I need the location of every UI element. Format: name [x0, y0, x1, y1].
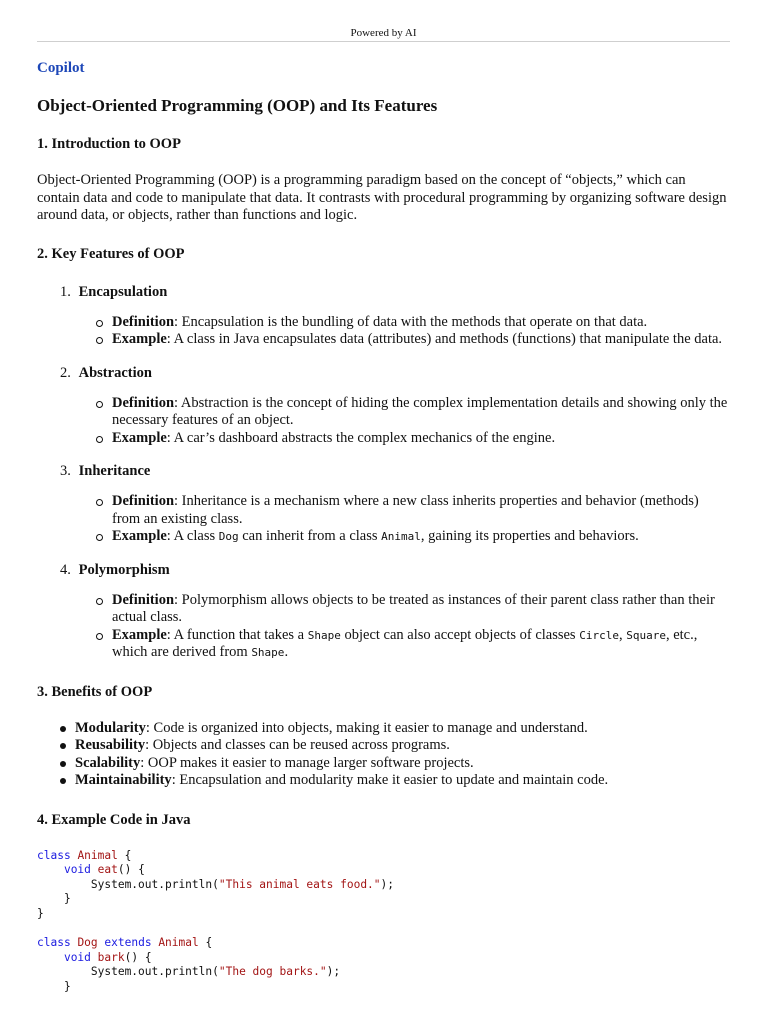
list-item: Definition: Polymorphism allows objects to be treated as instances of their parent class rather than their actual class.	[37, 592, 730, 627]
list-item: Scalability: OOP makes it easier to manage larger software projects.	[37, 755, 730, 773]
page-title: Object-Oriented Programming (OOP) and Its Features	[37, 96, 438, 115]
list-item: Example: A function that takes a Shape object can also accept objects of classes Circle, Square, etc., which are derived from Shape.	[37, 627, 730, 662]
disc-bullet-icon	[60, 726, 66, 732]
feature-number: 4.	[60, 561, 71, 578]
disc-bullet-icon	[60, 743, 66, 749]
code-heading: 4. Example Code in Java	[37, 811, 191, 828]
list-item: Reusability: Objects and classes can be reused across programs.	[37, 737, 730, 755]
feature-encapsulation	[37, 283, 730, 349]
powered-by-label: Powered by AI	[350, 27, 417, 39]
document-page	[37, 0, 730, 994]
list-item: Definition: Encapsulation is the bundling of data with the methods that operate on that data.	[37, 314, 730, 332]
feature-title	[60, 462, 730, 480]
brand-name: Copilot	[37, 60, 85, 76]
circle-bullet-icon	[96, 598, 103, 605]
circle-bullet-icon	[96, 633, 103, 640]
intro-heading: 1. Introduction to OOP	[37, 136, 181, 152]
list-item: Definition: Inheritance is a mechanism where a new class inherits properties and behavior (methods) from an existing class.	[37, 493, 730, 528]
circle-bullet-icon	[96, 534, 103, 541]
feature-name: Encapsulation	[78, 283, 168, 300]
feature-number: 3.	[60, 463, 71, 479]
feature-details	[37, 493, 730, 546]
inline-code: Square	[626, 628, 666, 642]
feature-name: Abstraction	[78, 364, 152, 381]
inline-code: Circle	[579, 628, 619, 642]
circle-bullet-icon	[96, 499, 103, 506]
list-item: Definition: Abstraction is the concept of hiding the complex implementation details and showing only the necessary features of an object.	[37, 395, 730, 430]
disc-bullet-icon	[60, 778, 66, 784]
feature-inheritance	[37, 462, 730, 546]
header-divider	[37, 41, 730, 42]
feature-title	[60, 364, 730, 382]
code-block: class Animal { void eat() { System.out.println("This animal eats food."); } } class Dog extends Animal { void bark() { System.out.println("The dog barks."); }	[37, 848, 395, 993]
list-item: Example: A class in Java encapsulates data (attributes) and methods (functions) that manipulate the data.	[37, 331, 730, 349]
feature-abstraction	[37, 364, 730, 448]
benefits-heading: 3. Benefits of OOP	[37, 683, 153, 700]
features-heading: 2. Key Features of OOP	[37, 245, 185, 262]
circle-bullet-icon	[96, 320, 103, 327]
feature-number: 1.	[60, 283, 71, 300]
disc-bullet-icon	[60, 761, 66, 767]
list-item: Modularity: Code is organized into objects, making it easier to manage and understand.	[37, 720, 730, 738]
feature-details	[37, 592, 730, 662]
intro-paragraph: Object-Oriented Programming (OOP) is a programming paradigm based on the concept of “objects,” which can contain data and code to manipulate that data. It contrasts with procedural programming by organizing software design around data, or objects, rather than functions and logic.	[37, 172, 727, 223]
list-item: Maintainability: Encapsulation and modularity make it easier to update and maintain code.	[37, 772, 730, 790]
feature-details	[37, 395, 730, 448]
inline-code: Animal	[381, 530, 421, 543]
feature-title	[60, 561, 730, 579]
circle-bullet-icon	[96, 337, 103, 344]
feature-details	[37, 314, 730, 349]
inline-code: Shape	[251, 646, 285, 659]
list-item: Example: A car’s dashboard abstracts the complex mechanics of the engine.	[37, 430, 730, 448]
feature-title	[60, 283, 730, 301]
feature-name: Polymorphism	[78, 561, 170, 578]
feature-number: 2.	[60, 364, 71, 381]
inline-code: Dog	[218, 530, 239, 543]
benefits-list	[37, 720, 730, 790]
list-item: Example: A class Dog can inherit from a class Animal, gaining its properties and behaviors.	[37, 528, 730, 546]
circle-bullet-icon	[96, 436, 103, 443]
inline-code: Shape	[307, 628, 341, 642]
circle-bullet-icon	[96, 401, 103, 408]
feature-name: Inheritance	[78, 463, 151, 479]
feature-polymorphism	[37, 561, 730, 662]
